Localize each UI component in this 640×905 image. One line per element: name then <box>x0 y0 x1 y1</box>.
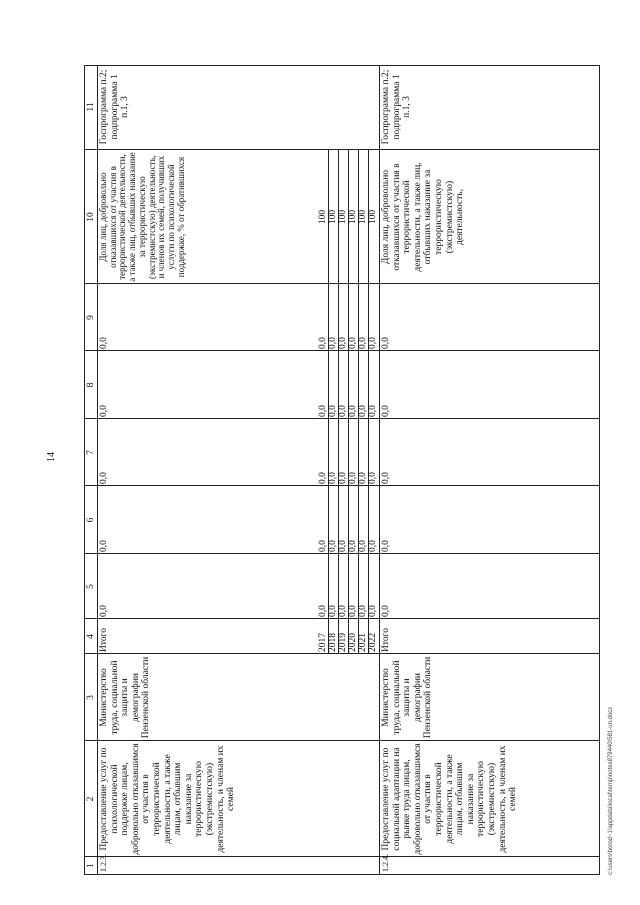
year-value: 0,0 <box>328 337 339 349</box>
row-divider <box>379 66 380 874</box>
col-header-7: 7 <box>86 450 96 455</box>
year-value: 0,0 <box>338 337 349 349</box>
measure-text: Предоставление услуг по психологической поддержке лицам, добровольно отказавшимся от участия в террористической деятельности, а также лицам, отбывшим наказание за террористическую (экстремистскую) деятельность, и членам их семей <box>99 743 237 855</box>
col-header-3: 3 <box>86 695 96 700</box>
col-header-10: 10 <box>86 212 96 222</box>
total-label: Итого <box>381 627 391 652</box>
row-number: 1.2.3. <box>99 854 108 872</box>
value-c5: 0,0 <box>99 605 109 617</box>
year-list <box>318 633 379 652</box>
year-value: 0,0 <box>348 605 359 617</box>
year-values-c8 <box>318 405 379 417</box>
year-value: 0,0 <box>358 540 369 552</box>
year-value: 0,0 <box>328 405 339 417</box>
value-c9: 0,0 <box>381 337 391 349</box>
value-c7: 0,0 <box>99 472 109 484</box>
year-value: 0,0 <box>348 405 359 417</box>
year-value: 0,0 <box>368 337 379 349</box>
year-value: 0,0 <box>318 472 328 484</box>
year-value: 0,0 <box>338 605 349 617</box>
executor-text: Министерство труда, социальной защиты и демографии Пензенской области <box>381 656 434 739</box>
year-value: 0,0 <box>338 405 349 417</box>
measure-text: Предоставление услуг по социальной адаптации на рынке труда лицам, добровольно отказавшимся от участия в террористической деятельности, а также лицам, отбывшим наказание за террористическую (экстремистскую) деятельность, и членам их семей <box>381 743 519 855</box>
year-value: 0,0 <box>318 540 328 552</box>
value-c7: 0,0 <box>381 472 391 484</box>
year-value: 0,0 <box>318 337 328 349</box>
year-value: 0,0 <box>368 605 379 617</box>
year-value: 0,0 <box>338 540 349 552</box>
year-value: 0,0 <box>368 540 379 552</box>
col-header-11: 11 <box>86 102 96 112</box>
year-values-c10 <box>318 152 379 282</box>
year-value: 0,0 <box>338 472 349 484</box>
year-value: 0,0 <box>358 405 369 417</box>
year-values-c5 <box>318 605 379 617</box>
col-header-5: 5 <box>86 584 96 589</box>
year-value: 0,0 <box>358 605 369 617</box>
year-label: 2020 <box>348 633 359 652</box>
year-value: 0,0 <box>328 540 339 552</box>
indicator-text: Доля лиц, добровольно отказавшихся от участия в террористической деятельности, а также лиц, отбывших наказание за террористическую (экстремистскую) деятельность, <box>381 162 466 272</box>
row-number: 1.2.4. <box>381 854 390 872</box>
year-value: 0,0 <box>348 540 359 552</box>
year-value: 100 <box>328 209 339 225</box>
col-divider <box>85 418 599 419</box>
page-number: 14 <box>46 452 57 462</box>
col-divider <box>85 149 599 150</box>
year-label: 2019 <box>338 633 349 652</box>
year-label: 2021 <box>358 633 369 652</box>
year-value: 0,0 <box>368 405 379 417</box>
col-divider <box>85 350 599 351</box>
year-value: 0,0 <box>328 605 339 617</box>
col-divider <box>85 856 599 857</box>
year-value: 100 <box>338 209 349 225</box>
col-divider <box>85 618 599 619</box>
year-value: 100 <box>318 209 328 225</box>
col-header-8: 8 <box>86 382 96 388</box>
col-divider <box>85 740 599 741</box>
value-c6: 0,0 <box>381 540 391 552</box>
col-divider <box>85 553 599 554</box>
program-ref: Госпрограмма п.2; подпрограмма 1 п.1, 3 <box>381 69 413 145</box>
program-ref: Госпрограмма п.2; подпрограмма 1 п.1, 3 <box>99 69 131 145</box>
total-label: Итого <box>99 627 109 652</box>
col-divider <box>85 653 599 654</box>
year-label: 2017 <box>318 633 328 652</box>
value-c8: 0,0 <box>381 405 391 417</box>
col-header-1: 1 <box>86 863 96 868</box>
col-header-2: 2 <box>86 796 96 802</box>
year-label: 2018 <box>328 633 339 652</box>
year-values-c7 <box>318 472 379 484</box>
year-label: 2022 <box>368 633 379 652</box>
year-value: 0,0 <box>348 337 359 349</box>
indicator-text: Доля лиц, добровольно отказавшихся от участия в террористической деятельности, а также лиц, отбывших наказание за террористическую (экстремистскую) деятельность, и членов их семей, получивших услуги по психологической поддержке, % от обратившихся <box>98 152 186 282</box>
value-c6: 0,0 <box>99 540 109 552</box>
col-divider <box>85 485 599 486</box>
file-path-footer: c:\users\borod~1\appdata\local\temp\notes879440\581-un.docx <box>608 706 614 875</box>
value-c9: 0,0 <box>99 337 109 349</box>
col-header-9: 9 <box>86 315 96 320</box>
value-c5: 0,0 <box>381 605 391 617</box>
executor-text: Министерство труда, социальной защиты и демографии Пензенской области <box>99 656 152 739</box>
col-header-4: 4 <box>86 634 96 639</box>
col-divider <box>85 283 599 284</box>
program-table <box>84 65 600 875</box>
year-value: 100 <box>358 209 369 225</box>
year-value: 0,0 <box>358 337 369 349</box>
value-c8: 0,0 <box>99 405 109 417</box>
year-value: 0,0 <box>348 472 359 484</box>
year-value: 0,0 <box>328 472 339 484</box>
col-header-6: 6 <box>86 517 96 523</box>
year-value: 100 <box>348 209 359 225</box>
year-value: 0,0 <box>318 605 328 617</box>
year-values-c6 <box>318 540 379 552</box>
year-value: 0,0 <box>368 472 379 484</box>
year-value: 0,0 <box>318 405 328 417</box>
year-value: 0,0 <box>358 472 369 484</box>
year-value: 100 <box>368 209 379 225</box>
year-values-c9 <box>318 337 379 349</box>
